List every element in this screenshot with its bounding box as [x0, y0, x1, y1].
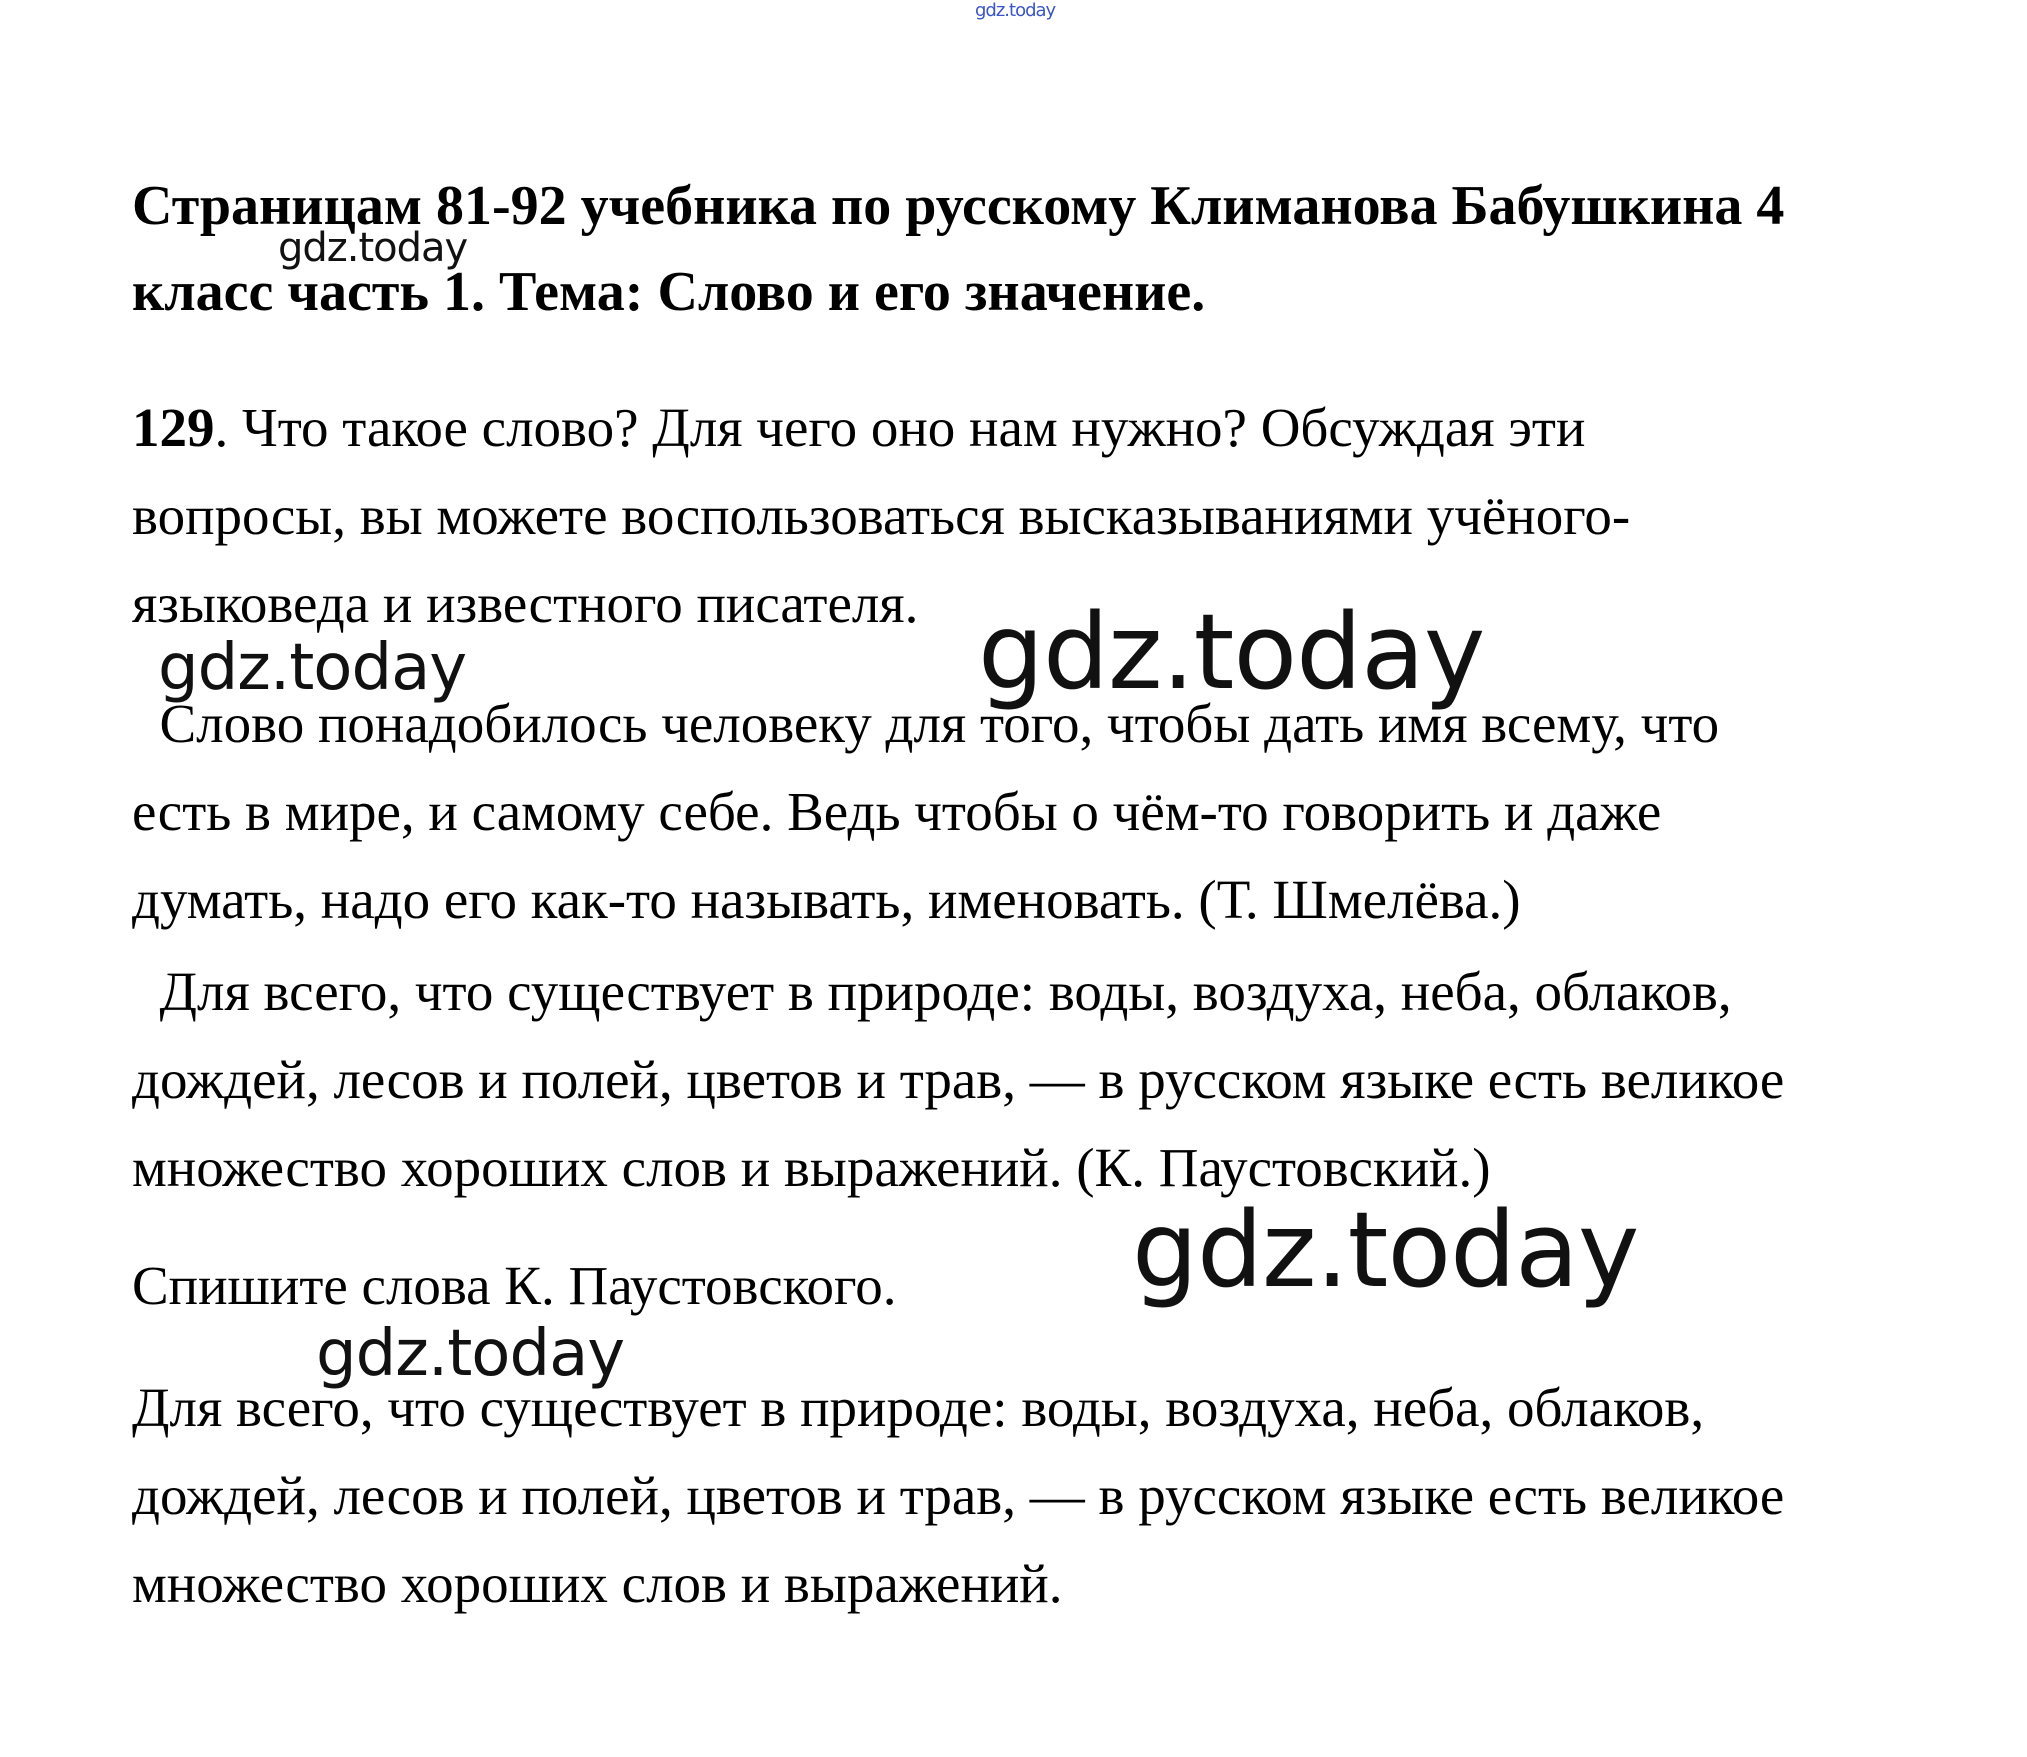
quote-1-line-2: есть в мире, и самому себе. Ведь чтобы о чём-то говорить и даже	[132, 781, 1662, 842]
answer-line-3: множество хороших слов и выражений.	[132, 1553, 1063, 1614]
quote-1-line-1: Слово понадобилось человеку для того, чтобы дать имя всему, что	[132, 693, 1720, 754]
answer-line-1: Для всего, что существует в природе: воды, воздуха, неба, облаков,	[132, 1377, 1705, 1438]
exercise-number: 129	[132, 397, 215, 458]
exercise-question-line-2: вопросы, вы можете воспользоваться высказываниями учёного-	[132, 485, 1631, 546]
watermark-small-1: gdz.today	[278, 225, 468, 271]
answer-line-2: дождей, лесов и полей, цветов и трав, — в русском языке есть великое	[132, 1465, 1785, 1526]
quote-2-line-1: Для всего, что существует в природе: воды, воздуха, неба, облаков,	[132, 961, 1732, 1022]
exercise-question-line-3: языковеда и известного писателя.	[132, 573, 919, 634]
watermark-top: gdz.today	[975, 0, 1056, 21]
exercise-question-text: . Что такое слово? Для чего оно нам нужно? Обсуждая эти	[214, 397, 1586, 458]
watermark-small-3: gdz.today	[316, 1317, 625, 1391]
quote-2-line-2: дождей, лесов и полей, цветов и трав, — в русском языке есть великое	[132, 1049, 1785, 1110]
watermark-small-2: gdz.today	[158, 631, 467, 705]
page-title-line-2: класс часть 1. Тема: Слово и его значение.	[132, 261, 1206, 323]
watermark-large-2: gdz.today	[1132, 1189, 1639, 1311]
exercise-question-line-1	[132, 398, 1585, 458]
watermark-large-1: gdz.today	[978, 591, 1485, 713]
quote-2-line-3: множество хороших слов и выражений. (К. Паустовский.)	[132, 1137, 1491, 1198]
task-instruction: Спишите слова К. Паустовского.	[132, 1255, 897, 1316]
quote-1-line-3: думать, надо его как-то называть, именовать. (Т. Шмелёва.)	[132, 869, 1521, 930]
page-title-line-1: Страницам 81-92 учебника по русскому Климанова Бабушкина 4	[132, 175, 1785, 237]
